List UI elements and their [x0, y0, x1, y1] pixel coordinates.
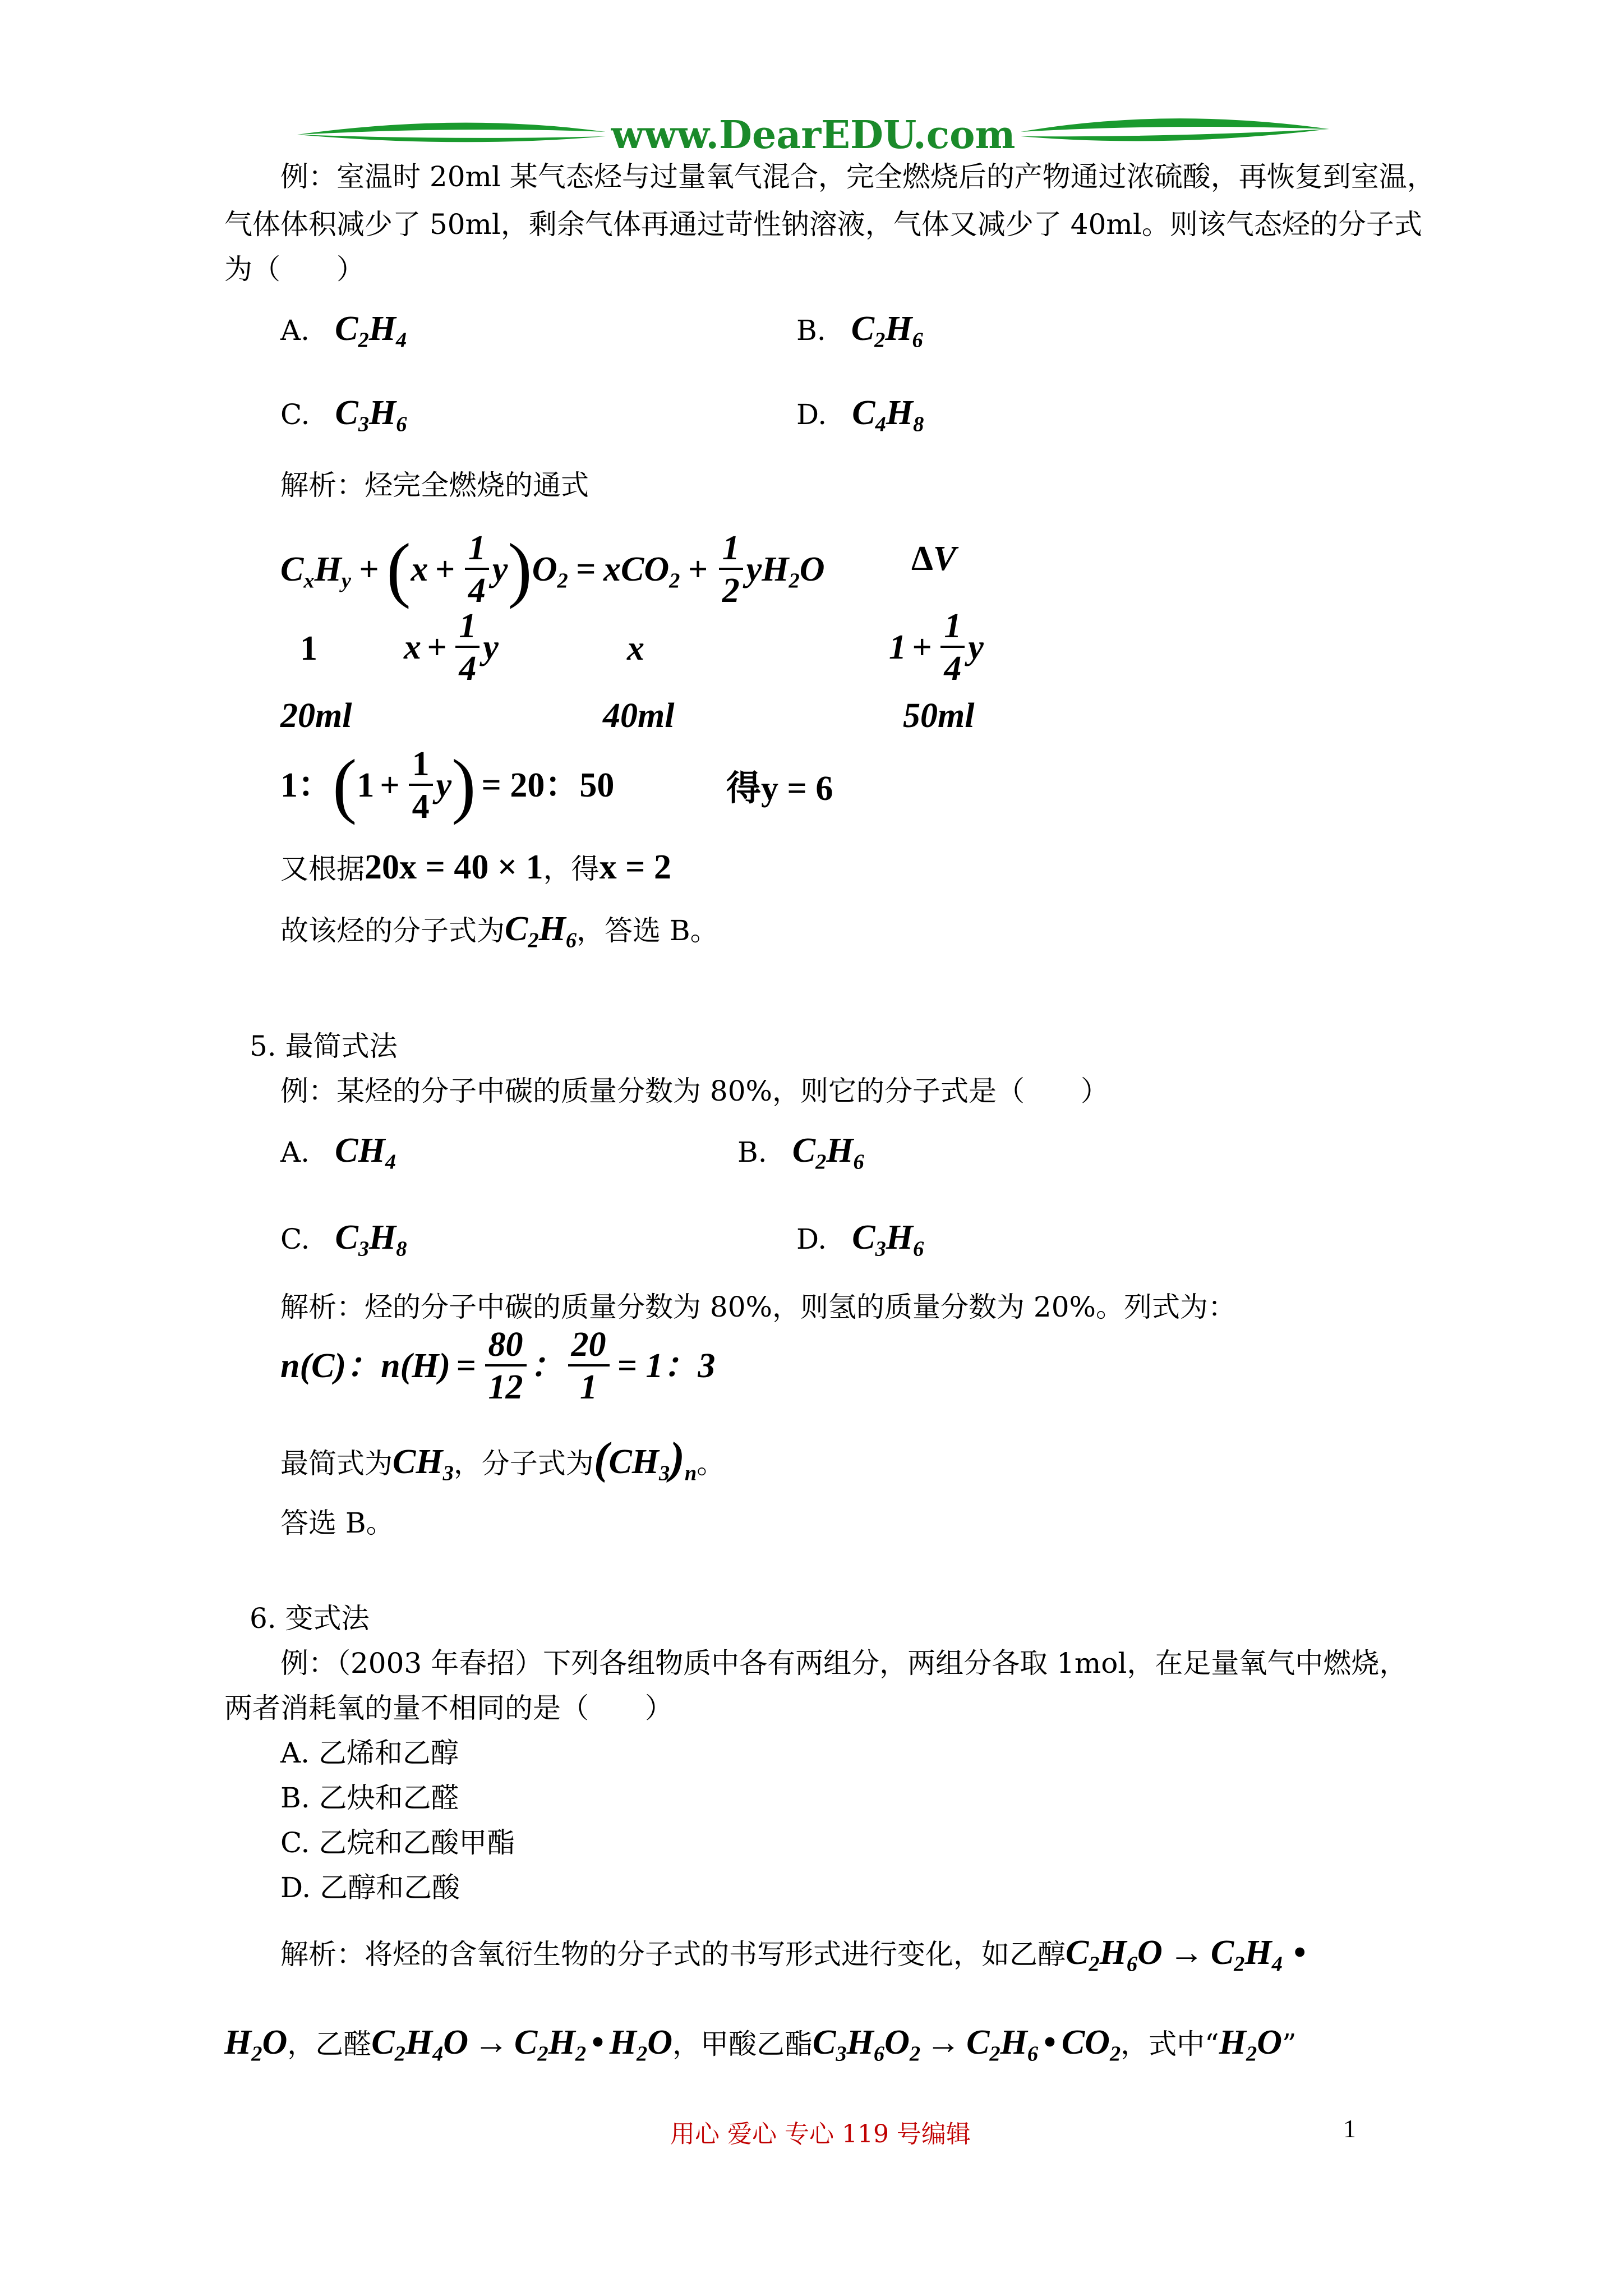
coef-hydrocarbon: 1 — [300, 629, 317, 668]
q5-heading: 5. 最简式法 — [250, 1030, 398, 1062]
coef-oxygen: x + $\frac{1}{4}$ y — [404, 607, 499, 688]
vol-hydrocarbon: 20ml — [280, 697, 352, 735]
line2-b: ，甲酸乙酯 — [672, 2028, 813, 2060]
q6-option-c: C. 乙烷和乙酸甲酯 — [280, 1826, 515, 1859]
header-logo — [292, 109, 1335, 160]
vol-delta: 50ml — [903, 697, 975, 735]
line2-a: ，乙醛 — [287, 2028, 372, 2060]
coef-delta-v: 1 + $\frac{1}{4}$ y — [889, 607, 984, 688]
q6-stem-line1: 例：（2003 年春招）下列各组物质中各有两组分，两组分各取 1mol，在足量氧气中燃烧， — [280, 1647, 1408, 1680]
logo-text: www.DearEDU.com — [611, 113, 1016, 158]
option-label: D. — [796, 398, 827, 431]
q5-option-a — [280, 1131, 396, 1174]
q4-stem-line3: 为（ ） — [224, 253, 365, 286]
page-number: 1 — [1343, 2114, 1356, 2143]
q4-option-b — [796, 310, 923, 352]
x-prefix: 又根据 — [280, 853, 365, 885]
q5-analysis: 解析：烃的分子中碳的质量分数为 80%，则氢的质量分数为 20%。列式为： — [280, 1291, 1237, 1323]
q6-option-a: A. 乙烯和乙醇 — [280, 1737, 459, 1769]
q6-stem-line2: 两者消耗氧的量不相同的是（ ） — [224, 1692, 673, 1724]
ratio-equation: 1： ( 1 + $\frac{1}{4}$ y ) = 20：50 — [280, 745, 615, 826]
q5-simplest-formula: 最简式为 $CH_3$ ，分子式为 $(CH_3)_n$ 。 — [280, 1434, 725, 1485]
ratio-right: = 20：50 — [481, 766, 615, 804]
q6-analysis-line2: $H_2O$ ，乙醛 $C_2H_4O$ → $C_2H_2$ • $H_2O$ ，甲酸乙酯 $C_3H_6O_2$ → $C_2H_6$ • $CO_2$ ，式中“ $H_2O$ ” — [224, 2023, 1297, 2066]
ratio-result: 得y = 6 — [726, 770, 833, 808]
simplest-mid: ，分子式为 — [453, 1447, 594, 1480]
q4-stem-line2: 气体体积减少了 50ml，剩余气体再通过苛性钠溶液，气体又减少了 40ml。则该气态烃的分子式 — [224, 208, 1422, 241]
option-label: C. — [280, 398, 310, 431]
option-formula: $C_3H_8$ — [335, 1218, 407, 1261]
option-formula: $C_3H_6$ — [852, 1218, 924, 1261]
line2-c: ，式中“ — [1121, 2028, 1219, 2060]
conclusion-suffix: ，答选 B。 — [577, 914, 718, 947]
option-label: D. — [796, 1223, 827, 1255]
q6-analysis-line1: 解析：将烃的含氧衍生物的分子式的书写形式进行变化，如乙醇 $C_2H_6O$ → $C_2H_4$ • — [280, 1934, 1306, 1976]
mole-ratio-equation: n ( C )： n ( H ) = $\frac{80}{12}$ ： $\frac{20}{1}$ = 1：3 — [280, 1326, 716, 1406]
q4-conclusion: 故该烃的分子式为 $C_2H_6$ ，答选 B。 — [280, 910, 718, 953]
x-suffix: ，得 — [543, 853, 600, 885]
option-label: C. — [280, 1223, 310, 1255]
ratio-left: 1： — [280, 766, 333, 804]
simplest-prefix: 最简式为 — [280, 1447, 393, 1480]
q5-stem: 例：某烃的分子中碳的质量分数为 80%，则它的分子式是（ ） — [280, 1075, 1109, 1107]
q6-option-d: D. 乙醇和乙酸 — [280, 1871, 460, 1904]
q4-option-d — [796, 394, 924, 436]
footer-text: 用心 爱心 专心 119 号编辑 — [670, 2120, 971, 2148]
q5-option-d — [796, 1218, 924, 1261]
delta-v-symbol: ΔV — [911, 540, 957, 578]
analysis-prefix: 解析：将烃的含氧衍生物的分子式的书写形式进行变化，如乙醇 — [280, 1938, 1066, 1971]
option-label: B. — [796, 314, 826, 347]
q4-option-c — [280, 394, 407, 436]
q4-analysis-intro: 解析：烃完全燃烧的通式 — [280, 469, 589, 501]
option-formula: $C_2H_4$ — [335, 310, 407, 352]
option-label: B. — [737, 1136, 767, 1168]
simplest-suffix: 。 — [697, 1447, 725, 1480]
q5-answer: 答选 B。 — [280, 1507, 394, 1539]
coef-co2: x — [627, 629, 644, 668]
q5-option-b — [737, 1131, 864, 1174]
x-equation: 20x = 40 × 1 — [365, 848, 543, 886]
option-formula: $C_4H_8$ — [852, 394, 924, 436]
vol-co2: 40ml — [603, 697, 675, 735]
option-formula: $C_3H_6$ — [335, 394, 407, 436]
q4-stem-line1: 例：室温时 20ml 某气态烃与过量氧气混合，完全燃烧后的产物通过浓硫酸，再恢复到室温， — [280, 160, 1435, 193]
q6-option-b: B. 乙炔和乙醛 — [280, 1782, 459, 1814]
x-derivation — [280, 850, 671, 885]
q5-option-c — [280, 1218, 407, 1261]
option-formula: $CH_4$ — [335, 1131, 396, 1174]
q4-option-a — [280, 310, 407, 352]
line2-d: ” — [1281, 2028, 1297, 2060]
x-result: x = 2 — [599, 848, 672, 886]
combustion-equation: $C_xH_y$ + ( x + $\frac{1}{4}$ y ) $O_2$ = xCO$_2$ + $\frac{1}{2}$ $yH_2O$ — [280, 529, 825, 610]
conclusion-prefix: 故该烃的分子式为 — [280, 914, 505, 947]
option-formula: $C_2H_6$ — [851, 310, 923, 352]
option-formula: $C_2H_6$ — [792, 1131, 864, 1174]
q6-heading: 6. 变式法 — [250, 1602, 370, 1635]
option-label: A. — [280, 314, 310, 347]
option-label: A. — [280, 1136, 310, 1168]
